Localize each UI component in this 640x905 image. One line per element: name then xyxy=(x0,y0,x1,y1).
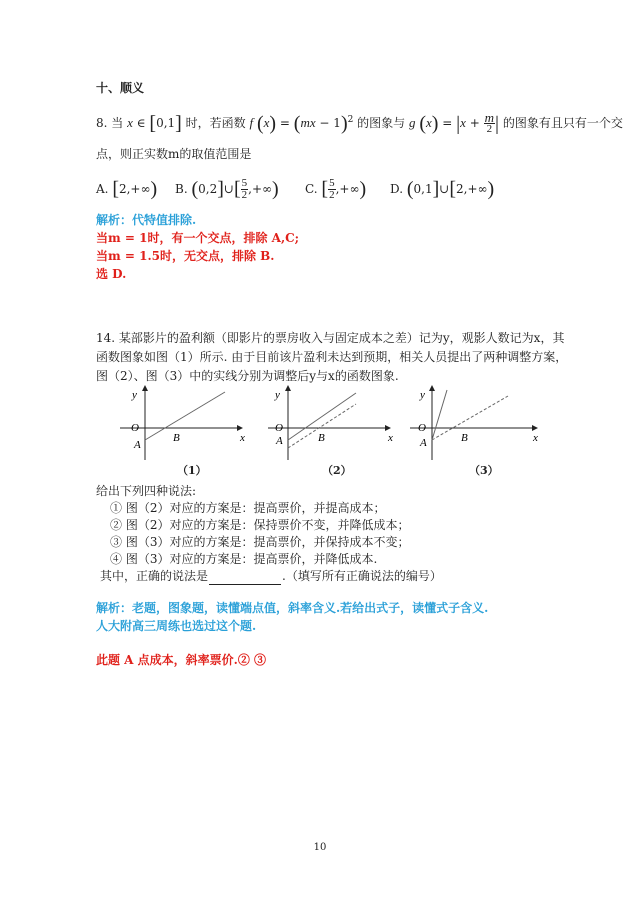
figure-3-label: （3） xyxy=(469,464,499,477)
q14-statement-3: ③ 图（3）对应的方案是：提高票价，并保持成本不变； xyxy=(110,535,410,549)
fig3-origin: O xyxy=(418,422,426,434)
q14-statement-2: ② 图（2）对应的方案是：保持票价不变，并降低成本； xyxy=(110,518,410,532)
q14-statement-4: ④ 图（3）对应的方案是：提高票价，并降低成本. xyxy=(110,552,378,566)
q14-blank-line: 其中，正确的说法是 .（填写所有正确说法的编号） xyxy=(100,569,442,583)
fig3-y-label: y xyxy=(420,389,425,401)
q8-option-a: A. [2,+∞) xyxy=(96,178,158,200)
fig1-a: A xyxy=(134,439,141,451)
q14-stem-2: 函数图象如图（1）所示. 由于目前该片盈利未达到预期，相关人员提出了两种调整方案， xyxy=(96,350,568,364)
q14-answer: 此题 A 点成本，斜率票价.② ③ xyxy=(96,653,267,667)
q14-statement-1: ① 图（2）对应的方案是：提高票价，并提高成本； xyxy=(110,501,386,515)
q14-figures xyxy=(0,380,640,465)
q14-intro: 给出下列四种说法: xyxy=(96,484,197,498)
fig2-b: B xyxy=(318,432,325,444)
fig3-x-label: x xyxy=(533,432,538,444)
q8-analysis: 解析：代特值排除. xyxy=(96,213,197,227)
fig1-x-label: x xyxy=(240,432,245,444)
answer-blank xyxy=(209,568,281,585)
q8-solution-3: 选 D. xyxy=(96,267,127,281)
q8-mid2: 的图象与 xyxy=(357,116,406,130)
q8-line1: 8. 当 x ∈ [0,1] 时，若函数 f (x) = (mx − 1)$^2$ 的图象与 g (x) = |x + $\frac{m}{2}$ | 的图象有且只有一个交 xyxy=(96,110,623,135)
q8-option-c: C. [ $\frac{5}{2}$ ,+∞) xyxy=(305,177,367,201)
q8-solution-2: 当m = 1.5时，无交点，排除 B. xyxy=(96,249,275,263)
figure-2 xyxy=(268,386,393,460)
fig2-x-label: x xyxy=(388,432,393,444)
q8-solution-1: 当m = 1时，有一个交点，排除 A,C; xyxy=(96,231,300,245)
fig1-y-label: y xyxy=(132,389,137,401)
q14-stem-1: 14. 某部影片的盈利额（即影片的票房收入与固定成本之差）记为y，观影人数记为x，其 xyxy=(96,331,565,345)
figure-3 xyxy=(410,386,538,460)
q14-analysis-1: 解析：老题，图象题，读懂端点值，斜率含义.若给出式子，读懂式子含义. xyxy=(96,601,489,615)
fig3-a: A xyxy=(420,437,427,449)
q8-option-b: B. (0,2]∪[ $\frac{5}{2}$ ,+∞) xyxy=(175,177,279,201)
fig3-b: B xyxy=(461,432,468,444)
q14-stem-3: 图（2）、图（3）中的实线分别为调整后y与x的函数图象. xyxy=(96,369,399,383)
q8-mid: 时，若函数 xyxy=(185,116,246,130)
fig1-b: B xyxy=(173,432,180,444)
q14-analysis-2: 人大附高三周练也选过这个题. xyxy=(96,619,257,633)
fig1-origin: O xyxy=(131,422,139,434)
figure-1-label: （1） xyxy=(177,464,207,477)
q8-option-d: D. (0,1]∪[2,+∞) xyxy=(390,178,495,200)
q8-line2: 点，则正实数m的取值范围是 xyxy=(96,147,252,161)
fig2-origin: O xyxy=(275,422,283,434)
figure-1 xyxy=(120,386,245,460)
q8-suffix: 的图象有且只有一个交 xyxy=(502,116,623,130)
page-number: 10 xyxy=(313,842,327,853)
q8-prefix: 8. 当 xyxy=(96,116,124,130)
section-title: 十、顺义 xyxy=(96,81,145,95)
figure-2-label: （2） xyxy=(322,464,352,477)
fig2-y-label: y xyxy=(275,389,280,401)
fig2-a: A xyxy=(276,435,283,447)
